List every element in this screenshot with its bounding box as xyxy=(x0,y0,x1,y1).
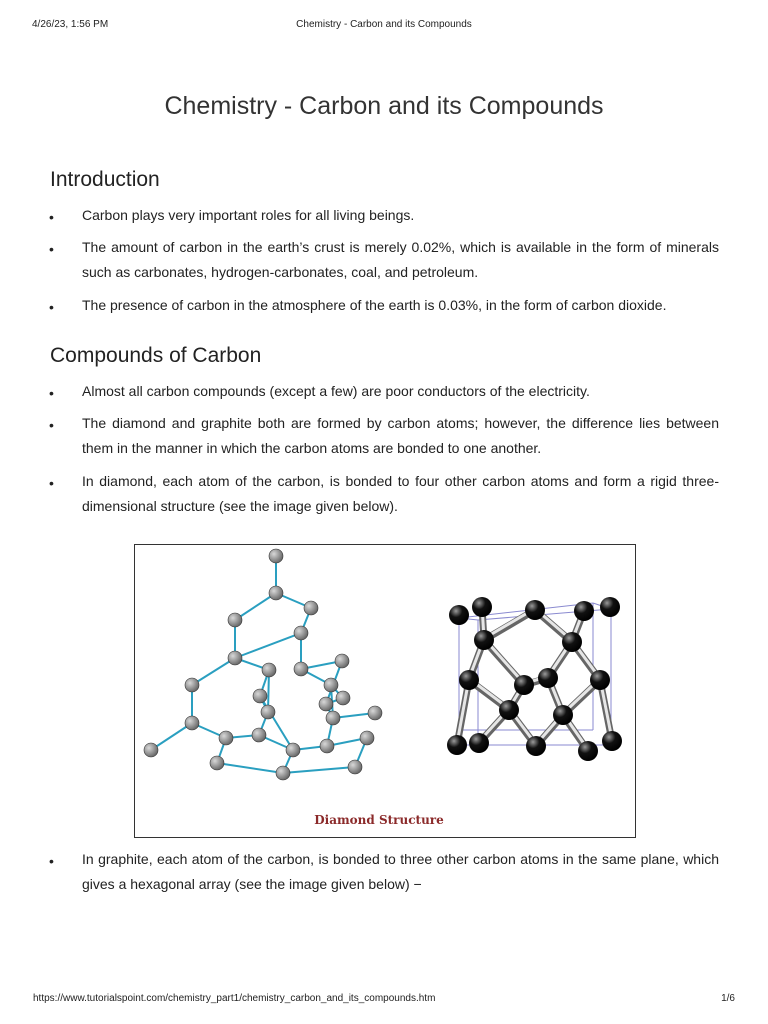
list-item: Carbon plays very important roles for all living beings. xyxy=(82,207,415,223)
page-title: Chemistry - Carbon and its Compounds xyxy=(164,92,604,120)
carbon-atom xyxy=(574,601,594,621)
print-header-datetime: 4/26/23, 1:56 PM xyxy=(32,19,109,30)
print-footer-page-number: 1/6 xyxy=(721,993,735,1004)
carbon-atom xyxy=(262,663,276,677)
carbon-atom xyxy=(185,716,199,730)
carbon-atom xyxy=(210,756,224,770)
list-item: In graphite, each atom of the carbon, is bonded to three other carbon atoms in the same plane, which gives a hexagonal array (see the image given below) − xyxy=(82,851,719,892)
list-item: In diamond, each atom of the carbon, is bonded to four other carbon atoms and form a rigid three-dimensional structure (see the image given below). xyxy=(82,473,719,514)
carbon-atom xyxy=(326,711,340,725)
carbon-atom xyxy=(286,743,300,757)
bullet-icon: • xyxy=(49,853,54,869)
carbon-atom xyxy=(474,630,494,650)
carbon-atom xyxy=(324,678,338,692)
bond-line xyxy=(235,593,276,620)
list-item: The amount of carbon in the earth’s crust is merely 0.02%, which is available in the form of minerals such as carbonates, hydrogen-carbonates, coal, and petroleum. xyxy=(82,239,719,280)
heading-compounds-of-carbon: Compounds of Carbon xyxy=(50,344,262,367)
carbon-atom xyxy=(499,700,519,720)
carbon-atom xyxy=(335,654,349,668)
bullet-icon: • xyxy=(49,385,54,401)
bullet-icon: • xyxy=(49,475,54,491)
carbon-atom xyxy=(526,736,546,756)
carbon-atom xyxy=(228,613,242,627)
ball-stick-atoms xyxy=(144,549,382,780)
carbon-atom xyxy=(276,766,290,780)
carbon-atom xyxy=(320,739,334,753)
carbon-atom xyxy=(269,586,283,600)
list-item: Almost all carbon compounds (except a few) are poor conductors of the electricity. xyxy=(82,383,590,399)
carbon-atom xyxy=(252,728,266,742)
bond-line xyxy=(151,723,192,750)
carbon-atom xyxy=(144,743,158,757)
carbon-atom xyxy=(319,697,333,711)
list-item: The diamond and graphite both are formed by carbon atoms; however, the difference lies between them in the manner in which the carbon atoms are bonded to one another. xyxy=(82,415,719,456)
carbon-atom xyxy=(553,705,573,725)
carbon-atom xyxy=(294,626,308,640)
bond-line xyxy=(192,658,235,685)
carbon-atom xyxy=(185,678,199,692)
bond-line xyxy=(217,763,283,773)
unit-cell-bonds xyxy=(457,606,612,752)
carbon-atom xyxy=(360,731,374,745)
bullet-icon: • xyxy=(49,241,54,257)
carbon-atom xyxy=(304,601,318,615)
carbon-atom xyxy=(228,651,242,665)
list-item: The presence of carbon in the atmosphere of the earth is 0.03%, in the form of carbon dioxide. xyxy=(82,297,667,313)
figure-caption: Diamond Structure xyxy=(314,813,444,827)
print-header-title: Chemistry - Carbon and its Compounds xyxy=(296,19,472,30)
carbon-atom xyxy=(449,605,469,625)
carbon-atom xyxy=(472,597,492,617)
print-footer-url: https://www.tutorialspoint.com/chemistry_part1/chemistry_carbon_and_its_compounds.htm xyxy=(33,993,436,1004)
carbon-atom xyxy=(253,689,267,703)
carbon-atom xyxy=(469,733,489,753)
bond-line xyxy=(283,767,355,773)
carbon-atom xyxy=(538,668,558,688)
carbon-atom xyxy=(562,632,582,652)
carbon-atom xyxy=(514,675,534,695)
carbon-atom xyxy=(525,600,545,620)
carbon-atom xyxy=(294,662,308,676)
carbon-atom xyxy=(602,731,622,751)
heading-introduction: Introduction xyxy=(50,168,160,191)
bullet-icon: • xyxy=(49,417,54,433)
bullet-icon: • xyxy=(49,299,54,315)
carbon-atom xyxy=(368,706,382,720)
bullet-icon: • xyxy=(49,209,54,225)
carbon-atom xyxy=(590,670,610,690)
carbon-atom xyxy=(261,705,275,719)
carbon-atom xyxy=(269,549,283,563)
carbon-atom xyxy=(578,741,598,761)
carbon-atom xyxy=(600,597,620,617)
carbon-atom xyxy=(447,735,467,755)
bond-line xyxy=(235,633,301,658)
diamond-structure-figure xyxy=(134,544,636,838)
carbon-atom xyxy=(459,670,479,690)
carbon-atom xyxy=(219,731,233,745)
carbon-atom xyxy=(348,760,362,774)
carbon-atom xyxy=(336,691,350,705)
diamond-structure-illustration xyxy=(135,545,635,837)
